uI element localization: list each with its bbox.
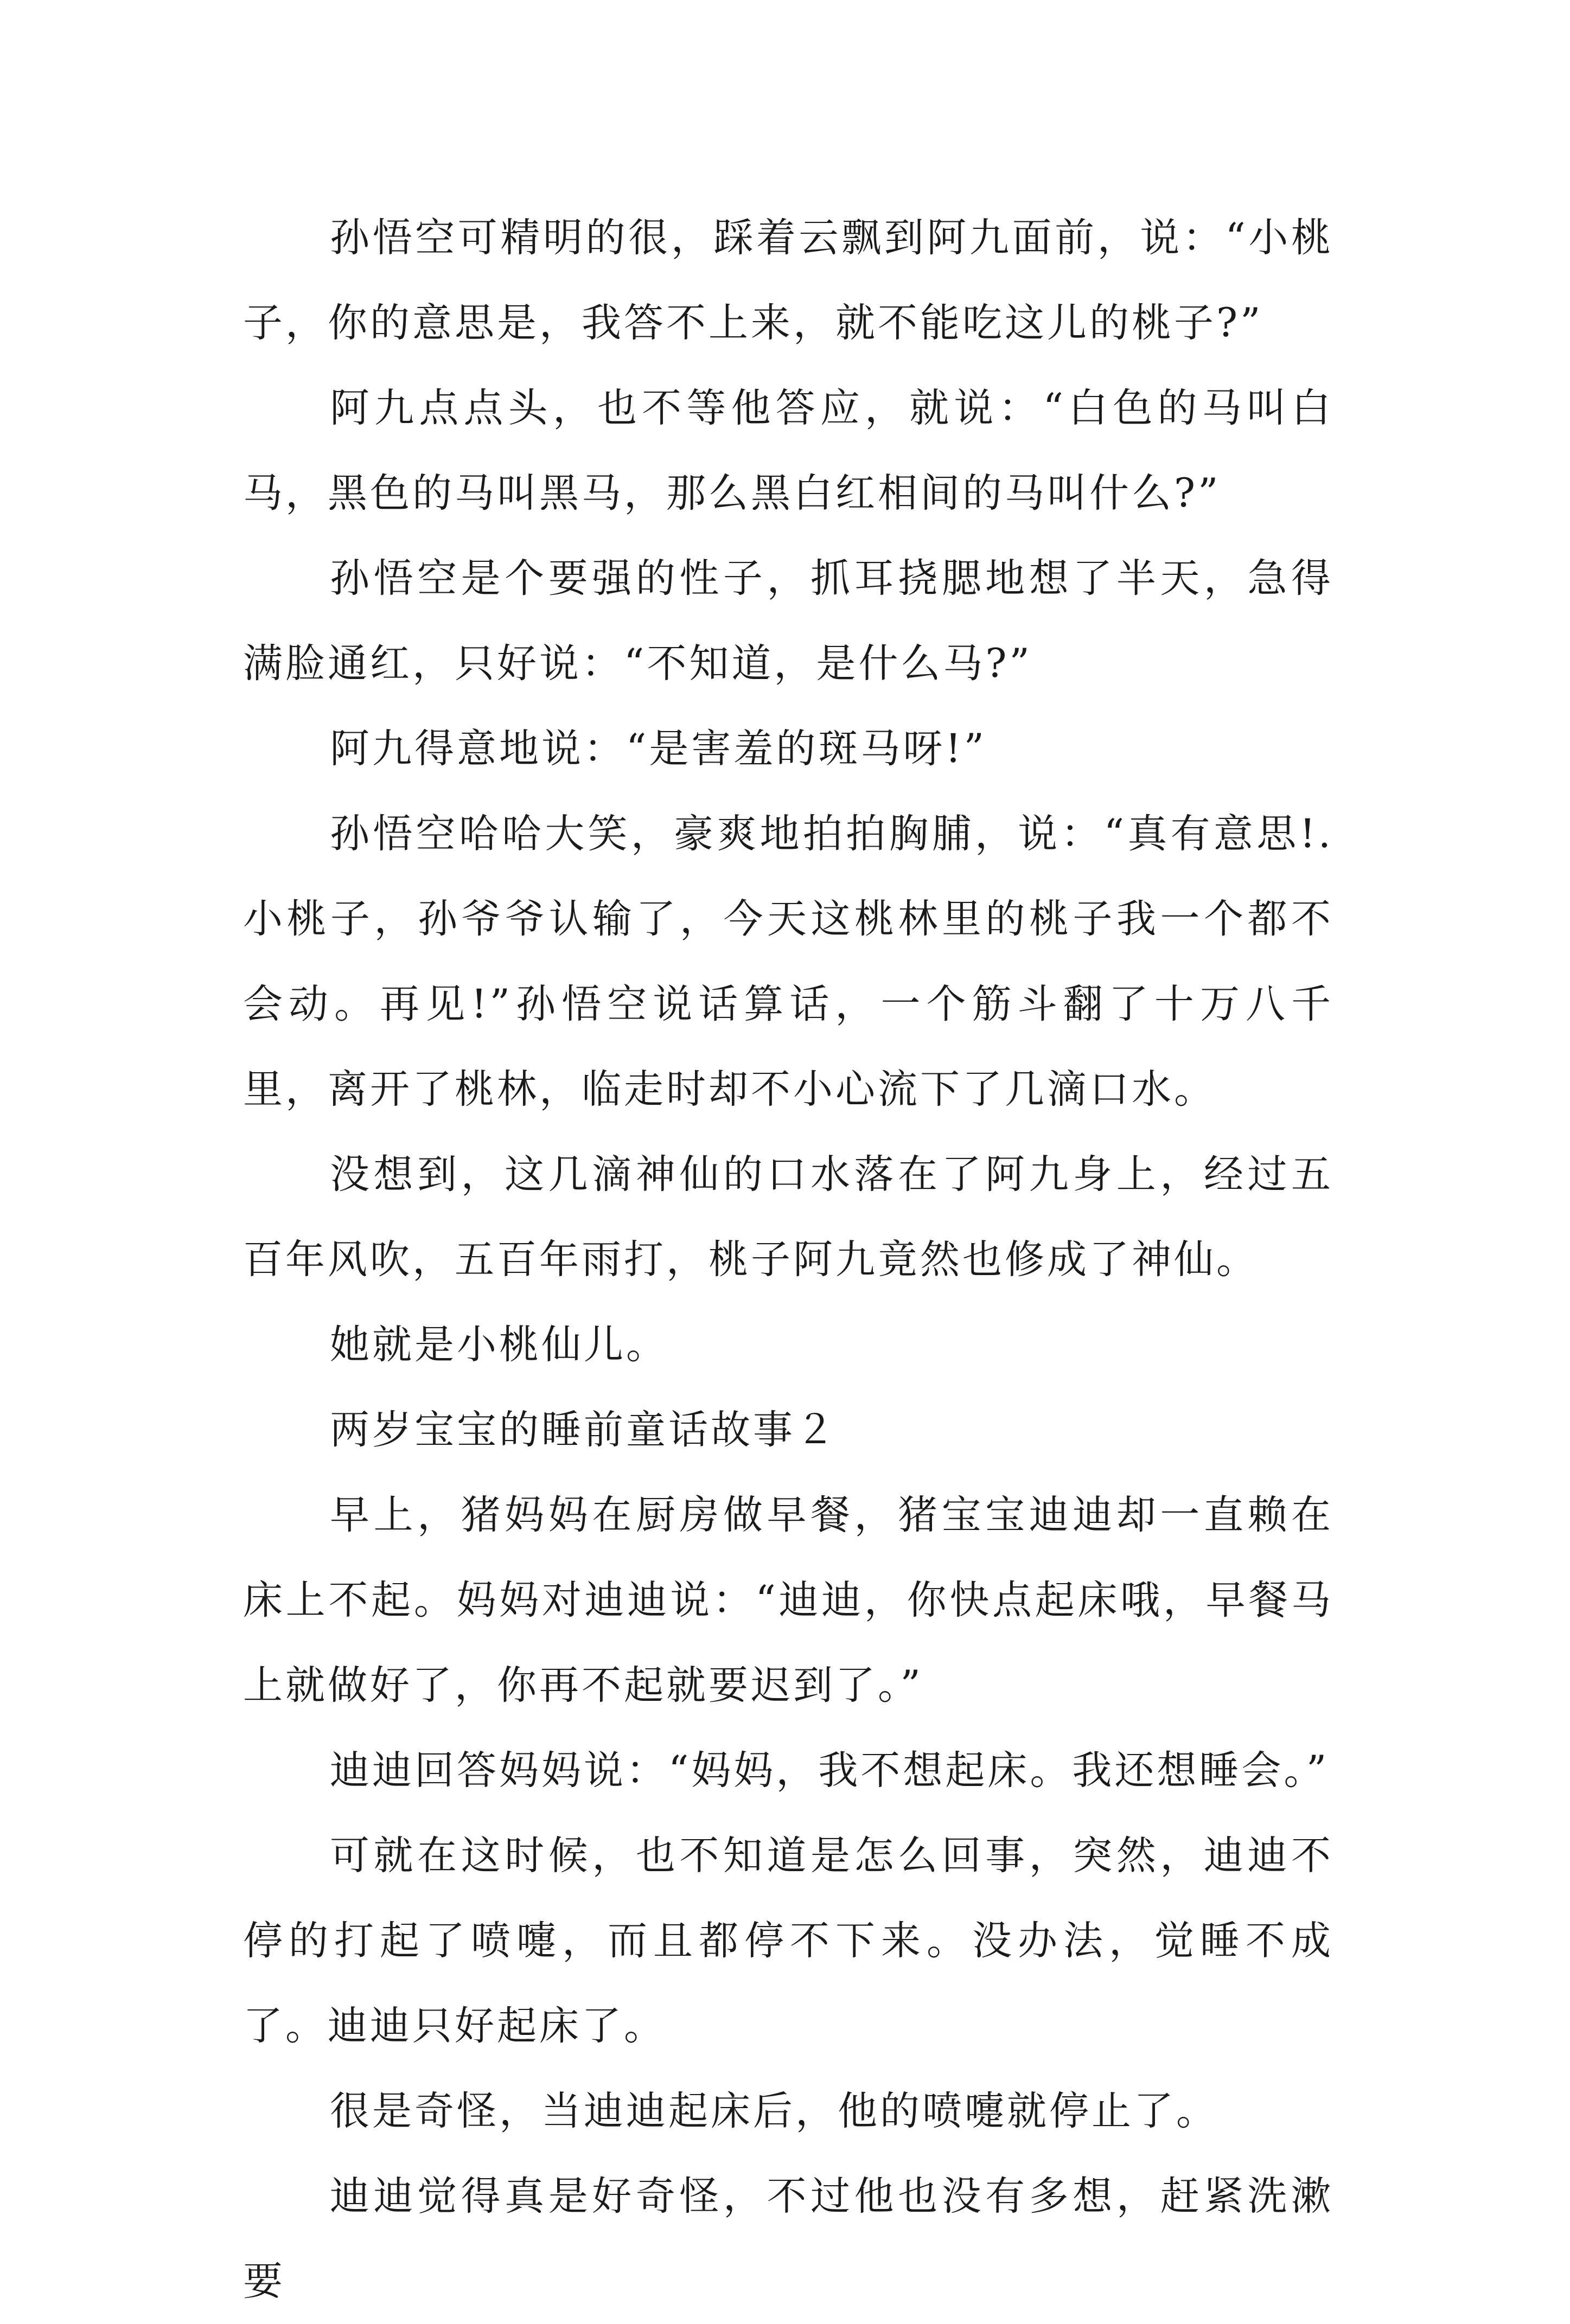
paragraph-10: 可就在这时候，也不知道是怎么回事，突然，迪迪不停的打起了喷嚏，而且都停不下来。没办法，觉睡不成了。迪迪只好起床了。 [243, 1833, 1333, 2049]
paragraph-1: 孙悟空可精明的很，踩着云飘到阿九面前，说：“小桃子，你的意思是，我答不上来，就不能吃这儿的桃子?” [243, 215, 1333, 346]
document-body [243, 195, 1333, 2324]
paragraph-9: 迪迪回答妈妈说：“妈妈，我不想起床。我还想睡会。” [330, 1747, 1330, 1794]
paragraph-2: 阿九点点头，也不等他答应，就说：“白色的马叫白马，黑色的马叫黑马，那么黑白红相间的马叫什么?” [243, 385, 1333, 516]
paragraph-4: 阿九得意地说：“是害羞的斑马呀!” [330, 726, 987, 772]
paragraph-3: 孙悟空是个要强的性子，抓耳挠腮地想了半天，急得满脸通红，只好说：“不知道，是什么马?” [243, 555, 1333, 687]
paragraph-7: 她就是小桃仙儿。 [330, 1322, 668, 1368]
paragraph-6: 没想到，这几滴神仙的口水落在了阿九身上，经过五百年风吹，五百年雨打，桃子阿九竟然也修成了神仙。 [243, 1151, 1333, 1283]
paragraph-12: 迪迪觉得真是好奇怪，不过他也没有多想，赶紧洗漱要 [243, 2173, 1333, 2304]
paragraph-8: 早上，猪妈妈在厨房做早餐，猪宝宝迪迪却一直赖在床上不起。妈妈对迪迪说：“迪迪，你快点起床哦，早餐马上就做好了，你再不起就要迟到了。” [243, 1492, 1333, 1708]
paragraph-11: 很是奇怪，当迪迪起床后，他的喷嚏就停止了。 [330, 2088, 1218, 2134]
paragraph-5: 孙悟空哈哈大笑，豪爽地拍拍胸脯，说：“真有意思!.小桃子，孙爷爷认输了，今天这桃林里的桃子我一个都不会动。再见!”孙悟空说话算话，一个筋斗翻了十万八千里，离开了桃林，临走时却不小心流下了几滴口水。 [243, 811, 1333, 1112]
section-heading: 两岁宝宝的睡前童话故事２ [330, 1407, 838, 1453]
